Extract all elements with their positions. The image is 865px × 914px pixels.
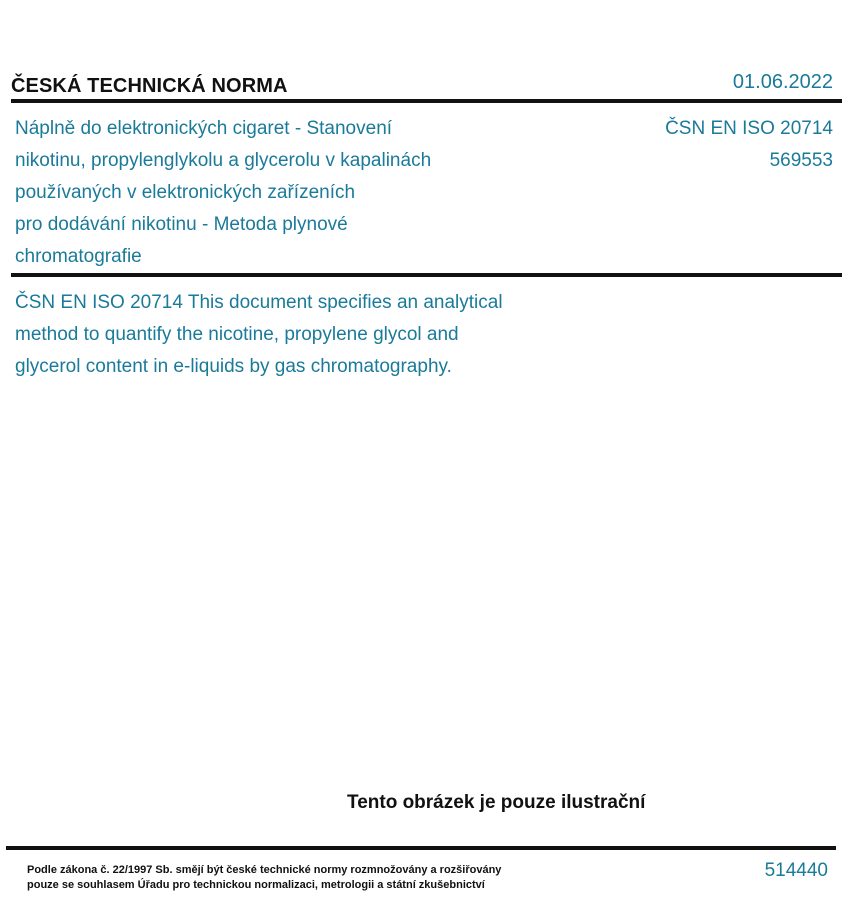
legal-notice-line: pouze se souhlasem Úřadu pro technickou normalizaci, metrologii a státní zkušebnictví	[27, 879, 485, 891]
standard-identifiers	[665, 113, 833, 177]
description-line: method to quantify the nicotine, propylene glycol and	[15, 324, 459, 345]
description-line: ČSN EN ISO 20714 This document specifies an analytical	[15, 292, 503, 313]
standard-title-line: chromatografie	[15, 246, 142, 267]
standard-title-line: používaných v elektronických zařízeních	[15, 182, 356, 203]
standard-title-line: pro dodávání nikotinu - Metoda plynové	[15, 214, 348, 235]
publication-date: 01.06.2022	[732, 71, 833, 93]
description-line: glycerol content in e-liquids by gas chromatography.	[15, 356, 452, 377]
standard-title-line: Náplně do elektronických cigaret - Stanovení	[15, 118, 393, 139]
standard-title	[15, 113, 535, 273]
footer-legal-notice	[27, 863, 587, 893]
standard-description	[15, 287, 595, 383]
legal-notice-line: Podle zákona č. 22/1997 Sb. smějí být české technické normy rozmnožovány a rozšiřovány	[27, 864, 502, 876]
footer-divider	[6, 846, 836, 850]
illustration-note: Tento obrázek je pouze ilustrační	[347, 792, 646, 813]
document-number: 514440	[764, 860, 828, 881]
standard-title-line: nikotinu, propylenglykolu a glycerolu v kapalinách	[15, 150, 432, 171]
standard-designation: ČSN EN ISO 20714	[665, 118, 833, 139]
header-divider	[11, 99, 842, 103]
title-divider	[11, 273, 842, 277]
document-header-title: ČESKÁ TECHNICKÁ NORMA	[11, 75, 288, 97]
catalog-number: 569553	[769, 150, 833, 171]
